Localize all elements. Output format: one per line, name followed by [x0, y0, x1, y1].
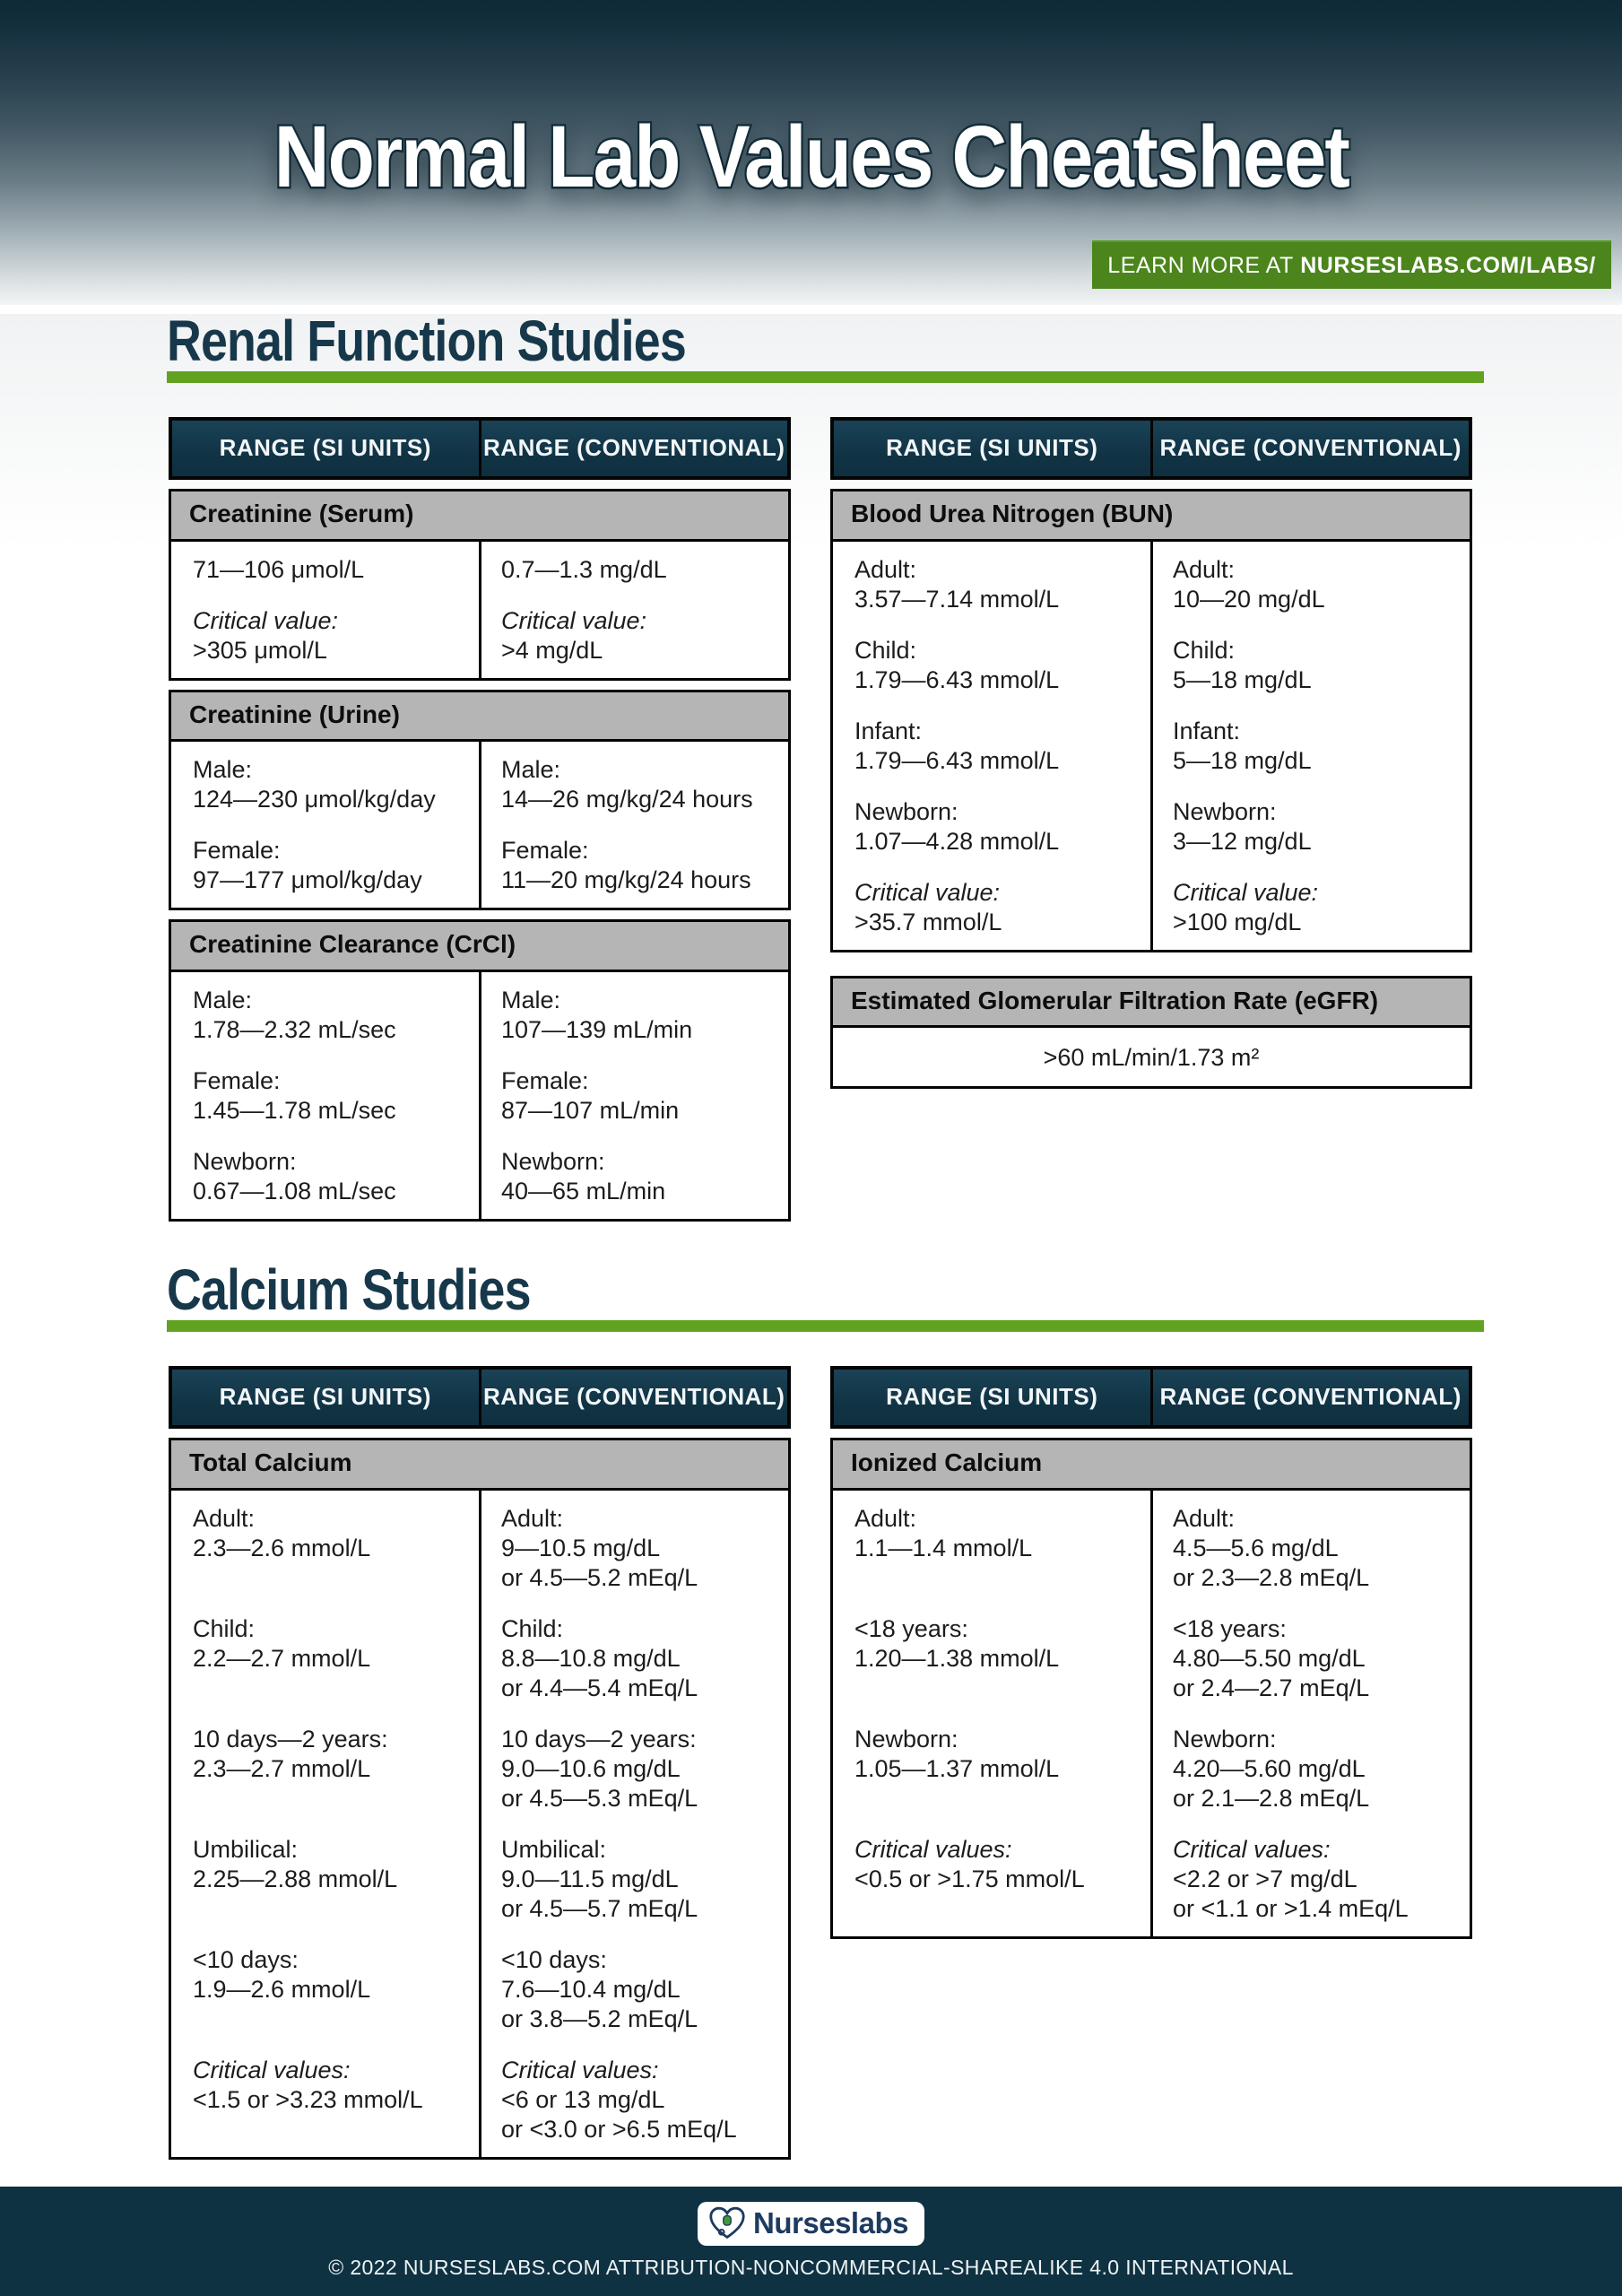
heart-stethoscope-icon	[708, 2206, 746, 2240]
value-line: 3.57—7.14 mmol/L	[854, 585, 1060, 613]
critical-label: Critical value:	[854, 878, 1001, 906]
range-cell-si	[171, 836, 480, 895]
range-cell-conv	[1151, 717, 1470, 776]
critical-label: Critical values:	[501, 2056, 659, 2083]
value-group-row	[833, 878, 1470, 937]
value-group-row	[833, 1504, 1470, 1593]
section-calcium-studies	[0, 1257, 1622, 2160]
value-group-row	[833, 555, 1470, 614]
value-line: Child:	[1173, 636, 1236, 664]
table-column-right	[830, 417, 1472, 1090]
value-group-row	[833, 797, 1470, 857]
column-header-cell: RANGE (CONVENTIONAL)	[1150, 1370, 1470, 1425]
footer	[0, 2187, 1622, 2296]
value-line: Newborn:	[854, 797, 958, 825]
test-values-body	[169, 1491, 791, 2160]
value-line: 1.79—6.43 mmol/L	[854, 665, 1060, 693]
value-group-row	[833, 717, 1470, 776]
value-line: Newborn:	[193, 1148, 297, 1176]
range-cell-si	[833, 636, 1151, 695]
value-line: Newborn:	[1173, 1725, 1277, 1752]
value-line: 10 days—2 years:	[501, 1725, 697, 1752]
column-header-cell: RANGE (CONVENTIONAL)	[1150, 421, 1470, 476]
value-line: <18 years:	[1173, 1614, 1287, 1642]
value-line: Child:	[501, 1614, 564, 1642]
range-cell-conv	[480, 555, 788, 585]
test-name-header: Estimated Glomerular Filtration Rate (eGFR)	[830, 976, 1472, 1029]
range-cell-conv	[480, 1835, 788, 1924]
value-line: 0.7—1.3 mg/dL	[501, 555, 667, 583]
range-cell-conv	[480, 1945, 788, 2034]
value-group-row	[171, 1147, 788, 1206]
value-group-row	[833, 636, 1470, 695]
value-line: 1.9—2.6 mmol/L	[193, 1975, 371, 2003]
value-line: or 2.1—2.8 mEq/L	[1173, 1784, 1370, 1812]
page-title	[0, 108, 1622, 205]
section-heading-text: Calcium Studies	[167, 1257, 531, 1323]
value-line: <0.5 or >1.75 mmol/L	[854, 1865, 1085, 1892]
value-line: 5—18 mg/dL	[1173, 665, 1312, 693]
range-cell-si	[171, 1504, 480, 1593]
range-cell-conv	[480, 1614, 788, 1703]
value-group-row	[833, 1614, 1470, 1703]
value-line: >35.7 mmol/L	[854, 908, 1002, 935]
value-line: 4.5—5.6 mg/dL	[1173, 1534, 1339, 1561]
test-name-header: Blood Urea Nitrogen (BUN)	[830, 489, 1472, 542]
banner-prefix: LEARN MORE AT	[1107, 252, 1294, 278]
critical-label: Critical values:	[193, 2056, 351, 2083]
table-column-left	[169, 417, 791, 1222]
value-line: 5—18 mg/dL	[1173, 746, 1312, 774]
value-line: Child:	[854, 636, 917, 664]
range-cell-si	[833, 717, 1151, 776]
value-line: Adult:	[1173, 1504, 1236, 1532]
value-line: >4 mg/dL	[501, 636, 603, 664]
value-group-row	[171, 1504, 788, 1593]
value-line: Male:	[501, 756, 561, 784]
test-values-body	[830, 1028, 1472, 1089]
column-header-cell: RANGE (SI UNITS)	[219, 1382, 431, 1410]
value-line: 4.80—5.50 mg/dL	[1173, 1644, 1366, 1672]
value-line: Female:	[501, 1067, 589, 1095]
value-line: 9.0—10.6 mg/dL	[501, 1754, 681, 1782]
value-group-row	[171, 755, 788, 814]
range-cell-conv	[1151, 797, 1470, 857]
value-line: Adult:	[1173, 555, 1236, 583]
value-line: or <3.0 or >6.5 mEq/L	[501, 2115, 737, 2143]
value-line: or 4.5—5.2 mEq/L	[501, 1563, 698, 1591]
value-group-row	[171, 1835, 788, 1924]
value-line: 11—20 mg/kg/24 hours	[501, 866, 751, 894]
value-line: <6 or 13 mg/dL	[501, 2085, 665, 2113]
value-line: 2.3—2.6 mmol/L	[193, 1534, 371, 1561]
value-group-row	[171, 2056, 788, 2144]
value-line: 4.20—5.60 mg/dL	[1173, 1754, 1366, 1782]
value-line: 2.2—2.7 mmol/L	[193, 1644, 371, 1672]
tables-row-calcium	[169, 1366, 1622, 2160]
value-line: 107—139 mL/min	[501, 1016, 693, 1044]
range-header-row	[169, 1366, 791, 1429]
value-line: 10 days—2 years:	[193, 1725, 388, 1752]
value-line: <1.5 or >3.23 mmol/L	[193, 2085, 423, 2113]
value-line: Female:	[193, 1067, 281, 1095]
value-line: 40—65 mL/min	[501, 1178, 666, 1205]
range-cell-conv	[480, 755, 788, 814]
value-line: 1.20—1.38 mmol/L	[854, 1644, 1060, 1672]
test-values-body	[169, 542, 791, 681]
test-values-body	[169, 742, 791, 910]
section-renal-function	[0, 309, 1622, 1222]
column-header-cell: RANGE (CONVENTIONAL)	[479, 1370, 788, 1425]
range-cell-si	[171, 555, 480, 585]
egfr-value: >60 mL/min/1.73 m²	[1043, 1044, 1260, 1072]
range-cell-si	[833, 797, 1151, 857]
value-line: or 2.4—2.7 mEq/L	[1173, 1674, 1370, 1701]
value-line: 124—230 μmol/kg/day	[193, 786, 436, 813]
value-line: 1.45—1.78 mL/sec	[193, 1097, 396, 1125]
range-cell-si	[171, 1725, 480, 1813]
test-name-header: Ionized Calcium	[830, 1438, 1472, 1491]
column-header-cell: RANGE (SI UNITS)	[219, 433, 431, 461]
value-line: Umbilical:	[193, 1835, 299, 1863]
value-line: or 4.4—5.4 mEq/L	[501, 1674, 698, 1701]
critical-label: Critical values:	[854, 1835, 1012, 1863]
column-header-cell: RANGE (CONVENTIONAL)	[479, 421, 788, 476]
value-line: Adult:	[193, 1504, 256, 1532]
value-line: 1.78—2.32 mL/sec	[193, 1016, 396, 1044]
value-group-row	[171, 1614, 788, 1703]
range-cell-si	[171, 1147, 480, 1206]
table-column-right	[830, 1366, 1472, 1939]
value-line: 1.07—4.28 mmol/L	[854, 827, 1060, 855]
value-line: 10—20 mg/dL	[1173, 585, 1325, 613]
value-group-row	[833, 1835, 1470, 1924]
range-cell-conv	[1151, 1614, 1470, 1703]
range-cell-conv	[1151, 636, 1470, 695]
range-cell-si	[171, 755, 480, 814]
value-line: Infant:	[1173, 717, 1241, 744]
column-header-cell: RANGE (SI UNITS)	[886, 1382, 1098, 1410]
value-line: or 2.3—2.8 mEq/L	[1173, 1563, 1370, 1591]
value-group-row	[171, 1725, 788, 1813]
range-cell-si	[171, 1614, 480, 1703]
section-heading-renal	[167, 309, 1484, 383]
value-line: or 4.5—5.3 mEq/L	[501, 1784, 698, 1812]
value-group-row	[171, 1066, 788, 1126]
value-line: >100 mg/dL	[1173, 908, 1302, 935]
value-line: 1.05—1.37 mmol/L	[854, 1754, 1060, 1782]
test-values-body	[169, 972, 791, 1222]
range-cell-conv	[480, 606, 788, 665]
value-line: 14—26 mg/kg/24 hours	[501, 786, 753, 813]
range-cell-si	[833, 1614, 1151, 1703]
critical-label: Critical values:	[1173, 1835, 1331, 1863]
value-group-row	[171, 986, 788, 1045]
value-line: <2.2 or >7 mg/dL	[1173, 1865, 1357, 1892]
critical-label: Critical value:	[501, 606, 647, 634]
value-line: 87—107 mL/min	[501, 1097, 680, 1125]
value-line: 1.79—6.43 mmol/L	[854, 746, 1060, 774]
range-cell-conv	[480, 1504, 788, 1593]
learn-more-banner[interactable]	[1092, 240, 1611, 289]
value-group-row	[171, 1945, 788, 2034]
value-line: 9.0—11.5 mg/dL	[501, 1865, 679, 1892]
value-line: or 3.8—5.2 mEq/L	[501, 2005, 698, 2032]
value-line: Female:	[193, 837, 281, 865]
range-cell-si	[833, 1725, 1151, 1813]
brand-name: Nurseslabs	[753, 2206, 908, 2239]
range-cell-si	[833, 1504, 1151, 1593]
range-cell-conv	[480, 2056, 788, 2144]
test-name-header: Creatinine Clearance (CrCl)	[169, 919, 791, 972]
value-line: <10 days:	[501, 1945, 607, 1973]
value-line: 3—12 mg/dL	[1173, 827, 1312, 855]
test-values-body	[830, 1491, 1472, 1939]
table-column-left	[169, 1366, 791, 2160]
range-header-row	[830, 417, 1472, 480]
value-line: Adult:	[854, 555, 917, 583]
range-cell-conv	[480, 1725, 788, 1813]
range-cell-conv	[480, 1066, 788, 1126]
value-line: 97—177 μmol/kg/day	[193, 866, 422, 894]
value-line: 1.1—1.4 mmol/L	[854, 1534, 1033, 1561]
value-line: Infant:	[854, 717, 923, 744]
column-header-cell: RANGE (SI UNITS)	[886, 433, 1098, 461]
critical-label: Critical value:	[1173, 878, 1319, 906]
value-group-row	[171, 555, 788, 585]
value-line: or 4.5—5.7 mEq/L	[501, 1894, 698, 1922]
value-group-row	[171, 606, 788, 665]
value-line: >305 μmol/L	[193, 636, 327, 664]
value-line: or <1.1 or >1.4 mEq/L	[1173, 1894, 1409, 1922]
value-line: 8.8—10.8 mg/dL	[501, 1644, 681, 1672]
range-cell-conv	[480, 1147, 788, 1206]
range-cell-si	[171, 606, 480, 665]
range-cell-si	[171, 986, 480, 1045]
nurseslabs-logo	[698, 2202, 924, 2246]
range-cell-si	[833, 555, 1151, 614]
value-line: <10 days:	[193, 1945, 299, 1973]
range-cell-conv	[1151, 1835, 1470, 1924]
range-cell-conv	[480, 836, 788, 895]
range-header-row	[169, 417, 791, 480]
range-cell-si	[171, 1945, 480, 2034]
value-line: 71—106 μmol/L	[193, 555, 365, 583]
range-cell-si	[171, 1066, 480, 1126]
critical-label: Critical value:	[193, 606, 339, 634]
range-header-row	[830, 1366, 1472, 1429]
value-line: Female:	[501, 837, 589, 865]
tables-row-renal	[169, 417, 1622, 1222]
value-line: 9—10.5 mg/dL	[501, 1534, 661, 1561]
range-cell-conv	[480, 986, 788, 1045]
value-line: 2.3—2.7 mmol/L	[193, 1754, 371, 1782]
range-cell-conv	[1151, 1725, 1470, 1813]
value-line: <18 years:	[854, 1614, 968, 1642]
content-area	[0, 309, 1622, 2160]
range-cell-si	[171, 1835, 480, 1924]
value-line: Newborn:	[501, 1148, 605, 1176]
value-line: 7.6—10.4 mg/dL	[501, 1975, 681, 2003]
section-heading-calcium	[167, 1257, 1484, 1332]
value-line: Newborn:	[1173, 797, 1277, 825]
test-values-body	[830, 542, 1472, 952]
value-line: Newborn:	[854, 1725, 958, 1752]
hero-header	[0, 0, 1622, 305]
value-line: Child:	[193, 1614, 256, 1642]
value-group-row	[833, 1725, 1470, 1813]
section-heading-text: Renal Function Studies	[167, 309, 686, 373]
value-line: Adult:	[854, 1504, 917, 1532]
value-line: Male:	[193, 987, 253, 1014]
range-cell-si	[171, 2056, 480, 2144]
value-line: Adult:	[501, 1504, 564, 1532]
range-cell-conv	[1151, 878, 1470, 937]
value-line: Male:	[193, 756, 253, 784]
page-title-text: Normal Lab Values Cheatsheet	[273, 108, 1349, 205]
range-cell-conv	[1151, 555, 1470, 614]
value-line: Umbilical:	[501, 1835, 607, 1863]
copyright-text: © 2022 NURSESLABS.COM ATTRIBUTION-NONCOMMERCIAL-SHAREALIKE 4.0 INTERNATIONAL	[328, 2256, 1294, 2279]
range-cell-si	[833, 878, 1151, 937]
value-line: 2.25—2.88 mmol/L	[193, 1865, 398, 1892]
test-name-header: Creatinine (Serum)	[169, 489, 791, 542]
value-group-row	[171, 836, 788, 895]
value-line: Male:	[501, 987, 561, 1014]
banner-url: NURSESLABS.COM/LABS/	[1300, 252, 1596, 278]
range-cell-conv	[1151, 1504, 1470, 1593]
range-cell-si	[833, 1835, 1151, 1924]
test-name-header: Creatinine (Urine)	[169, 690, 791, 743]
value-line: 0.67—1.08 mL/sec	[193, 1178, 396, 1205]
test-name-header: Total Calcium	[169, 1438, 791, 1491]
